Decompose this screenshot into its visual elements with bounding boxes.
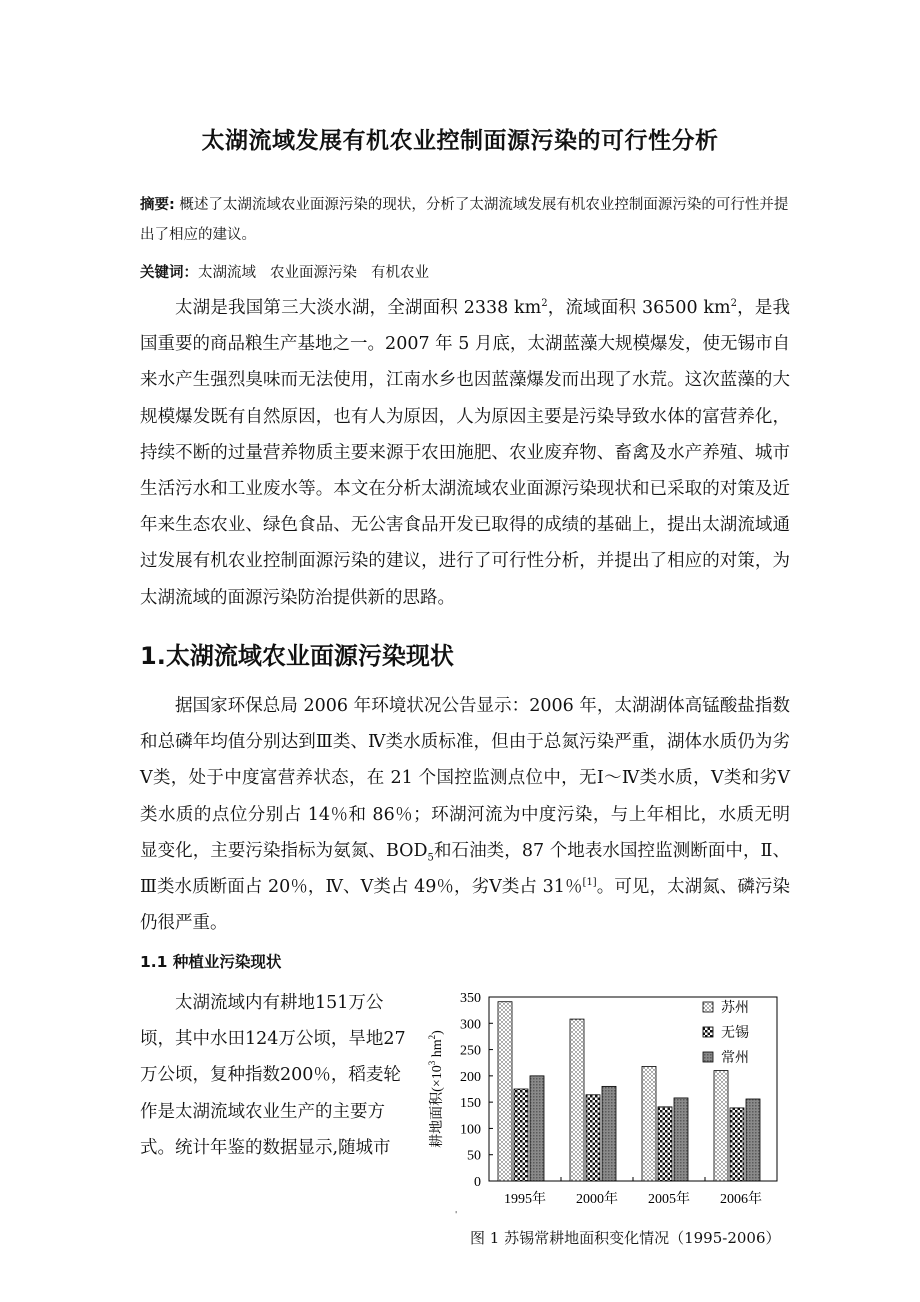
x-tick-label: 2000年 xyxy=(576,1192,618,1207)
x-tick-label: 2006年 xyxy=(720,1192,762,1207)
x-tick-label: 1995年 xyxy=(504,1192,546,1207)
legend-label: 常州 xyxy=(721,1050,749,1066)
abstract-text: 概述了太湖流域农业面源污染的现状，分析了太湖流域发展有机农业控制面源污染的可行性并提出了相应的建议。 xyxy=(140,197,789,243)
paper-title: 太湖流域发展有机农业控制面源污染的可行性分析 xyxy=(201,128,719,154)
abstract-label: 摘要: xyxy=(140,197,175,213)
svg-text:耕地面积(×103 hm2): 耕地面积($\times 10^3$ $hm^2$) xyxy=(427,1030,445,1148)
y-tick-label: 100 xyxy=(460,1122,481,1138)
bar-常州 xyxy=(602,1086,616,1181)
figure-mark: ' xyxy=(455,1210,458,1219)
bar-苏州 xyxy=(498,1002,512,1181)
abstract xyxy=(140,190,790,250)
legend-label: 无锡 xyxy=(721,1025,749,1041)
legend-swatch xyxy=(703,1052,713,1062)
citation-ref: [1] xyxy=(582,877,597,889)
figure-caption: 图 1 苏锡常耕地面积变化情况（1995-2006） xyxy=(470,1229,781,1247)
bar-苏州 xyxy=(714,1071,728,1181)
bar-苏州 xyxy=(642,1066,656,1181)
bar-苏州 xyxy=(570,1019,584,1181)
subsection-paragraph: 太湖流域内有耕地151万公顷，其中水田124万公顷，旱地27万公顷，复种指数200％，稻麦轮作是太湖流域农业生产的主要方式。统计年鉴的数据显示,随城市 xyxy=(140,993,406,1158)
keywords-label: 关键词： xyxy=(140,265,198,281)
bar-常州 xyxy=(530,1076,544,1181)
x-tick-label: 2005年 xyxy=(648,1192,690,1207)
keyword: 有机农业 xyxy=(371,265,429,281)
bar-无锡 xyxy=(658,1107,672,1181)
section-heading: 1.太湖流域农业面源污染现状 xyxy=(140,642,454,670)
bar-无锡 xyxy=(730,1108,744,1181)
bar-chart xyxy=(425,985,785,1215)
section1-paragraph: 据国家环保总局 2006 年环境状况公告显示：2006 年，太湖湖体高锰酸盐指数和总磷年均值分别达到Ⅲ类、Ⅳ类水质标准，但由于总氮污染严重，湖体水质仍为劣Ⅴ类，处于中度富营养状态，在 21 个国控监测点位中，无Ⅰ～Ⅳ类水质，Ⅴ类和劣Ⅴ类水质的点位分别占 14％和 86％；环湖河流为中度污染，与上年相比，水质无明显变化，主要污染指标为氨氮、$BOD_5$和石油类，87 个地表水国控监测断面中，Ⅱ、Ⅲ类水质断面占 20％，Ⅳ、Ⅴ类占 49％，劣Ⅴ类占 31％[1]。可见，太湖氮、磷污染仍很严重。 xyxy=(140,696,790,934)
y-tick-label: 300 xyxy=(460,1017,481,1033)
legend-label: 苏州 xyxy=(721,1000,749,1016)
bar-无锡 xyxy=(514,1089,528,1181)
y-tick-label: 350 xyxy=(460,991,481,1006)
keywords xyxy=(140,260,790,286)
bar-无锡 xyxy=(586,1095,600,1181)
keyword: 农业面源污染 xyxy=(270,265,357,281)
bar-常州 xyxy=(746,1099,760,1181)
legend-swatch xyxy=(703,1027,713,1037)
y-tick-label: 150 xyxy=(460,1096,481,1112)
keyword: 太湖流域 xyxy=(198,265,256,281)
subsection-heading: 1.1 种植业污染现状 xyxy=(140,953,282,971)
y-axis-label xyxy=(427,1030,445,1148)
y-tick-label: 50 xyxy=(467,1148,481,1164)
y-tick-label: 250 xyxy=(460,1043,481,1059)
intro-paragraph: 太湖是我国第三大淡水湖，全湖面积 2338 $km^2$，流域面积 36500 $km^2$，是我国重要的商品粮生产基地之一。2007 年 5 月底，太湖蓝藻大规模爆发，使无锡市自来水产生强烈臭味而无法使用，江南水乡也因蓝藻爆发而出现了水荒。这次蓝藻的大规模爆发既有自然原因，也有人为原因，人为原因主要是污染导致水体的富营养化，持续不断的过量营养物质主要来源于农田施肥、农业废弃物、畜禽及水产养殖、城市生活污水和工业废水等。本文在分析太湖流域农业面源污染现状和已采取的对策及近年来生态农业、绿色食品、无公害食品开发已取得的成绩的基础上，提出太湖流域通过发展有机农业控制面源污染的建议，进行了可行性分析，并提出了相应的对策，为太湖流域的面源污染防治提供新的思路。 xyxy=(140,298,791,608)
bar-常州 xyxy=(674,1098,688,1181)
y-tick-label: 200 xyxy=(460,1069,481,1085)
y-tick-label: 0 xyxy=(474,1175,481,1190)
legend-swatch xyxy=(703,1002,713,1012)
